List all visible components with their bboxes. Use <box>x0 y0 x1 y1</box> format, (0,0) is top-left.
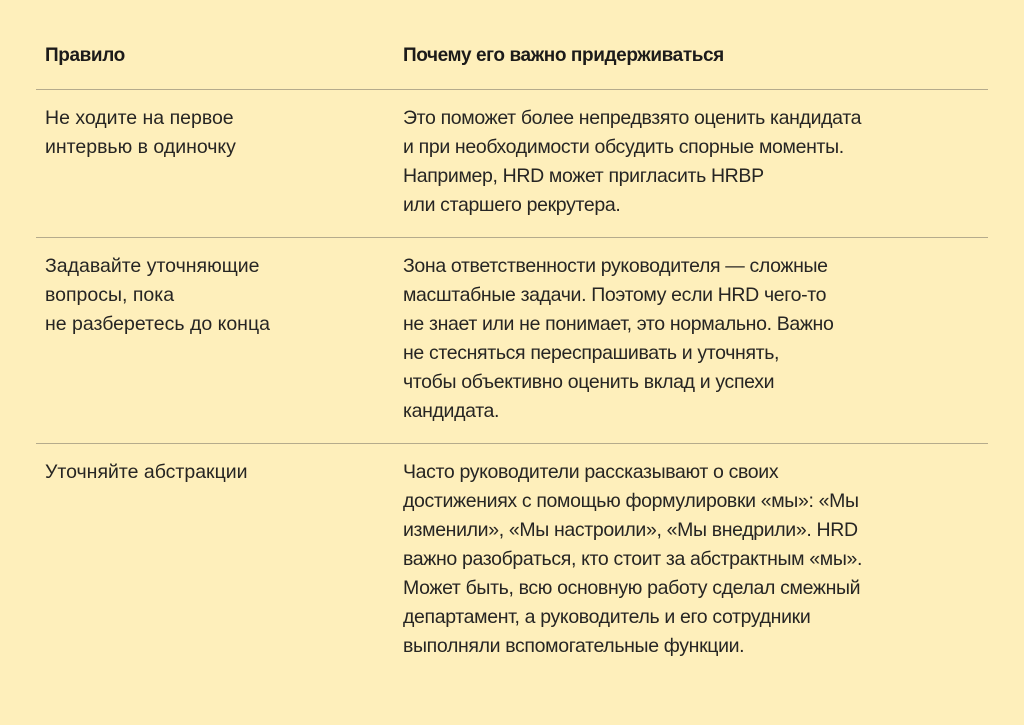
why-text-line: Зона ответственности руководителя — сложные <box>403 255 828 277</box>
rule-text-line: Не ходите на первое <box>45 107 234 129</box>
why-text-line: Например, HRD может пригласить HRBP <box>403 165 764 187</box>
rule-text-line: не разберетесь до конца <box>45 313 270 335</box>
why-text-line: выполняли вспомогательные функции. <box>403 635 745 657</box>
rules-table <box>36 0 988 684</box>
rule-cell <box>45 458 385 487</box>
rule-text-line: Уточняйте абстракции <box>45 461 248 483</box>
why-cell <box>403 458 988 661</box>
rule-text-line: Задавайте уточняющие <box>45 255 260 277</box>
table-row <box>36 90 988 238</box>
rule-text-line: вопросы, пока <box>45 284 175 306</box>
why-cell <box>403 104 988 220</box>
rule-cell <box>45 252 385 339</box>
why-text-line: не стесняться переспрашивать и уточнять, <box>403 342 780 364</box>
why-text-line: важно разобраться, кто стоит за абстрактным «мы». <box>403 548 863 570</box>
why-text-line: достижениях с помощью формулировки «мы»: «Мы <box>403 490 859 512</box>
header-why: Почему его важно придерживаться <box>403 45 724 66</box>
why-text-line: изменили», «Мы настроили», «Мы внедрили». HRD <box>403 519 858 541</box>
header-rule: Правило <box>45 45 125 66</box>
why-text-line: Может быть, всю основную работу сделал смежный <box>403 577 861 599</box>
why-text-line: Часто руководители рассказывают о своих <box>403 461 779 483</box>
why-text-line: кандидата. <box>403 400 500 422</box>
why-text-line: не знает или не понимает, это нормально. Важно <box>403 313 834 335</box>
rule-cell <box>45 104 385 162</box>
why-text-line: масштабные задачи. Поэтому если HRD чего-то <box>403 284 827 306</box>
why-text-line: и при необходимости обсудить спорные моменты. <box>403 136 844 158</box>
rule-text-line: интервью в одиночку <box>45 136 236 158</box>
why-text-line: чтобы объективно оценить вклад и успехи <box>403 371 775 393</box>
why-text-line: департамент, а руководитель и его сотрудники <box>403 606 811 628</box>
why-text-line: или старшего рекрутера. <box>403 194 621 216</box>
why-text-line: Это поможет более непредвзято оценить кандидата <box>403 107 862 129</box>
table-row <box>36 444 988 684</box>
table-row <box>36 238 988 444</box>
table-header <box>36 0 988 90</box>
why-cell <box>403 252 988 426</box>
